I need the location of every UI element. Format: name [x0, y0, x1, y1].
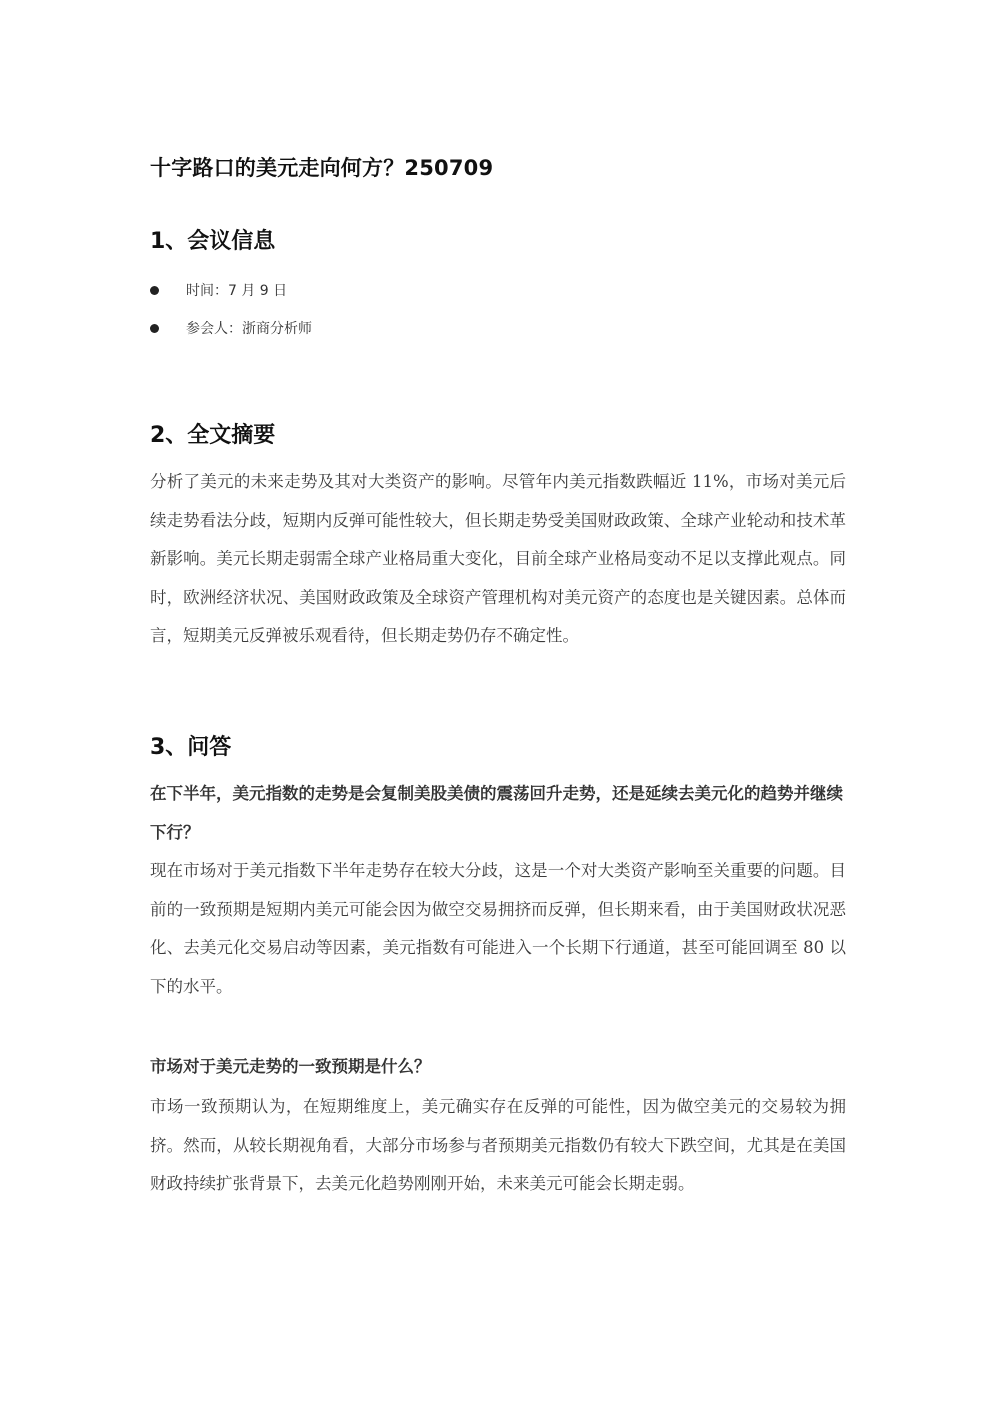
bullet-icon [150, 286, 159, 295]
section-heading-summary: 2、全文摘要 [150, 423, 276, 448]
section-heading-qa: 3、问答 [150, 735, 232, 760]
qa-answer: 市场一致预期认为，在短期维度上，美元确实存在反弹的可能性，因为做空美元的交易较为拥挤。然而，从较长期视角看，大部分市场参与者预期美元指数仍有较大下跌空间，尤其是在美国财政持续扩张背景下，去美元化趋势刚刚开始，未来美元可能会长期走弱。 [150, 1097, 846, 1193]
list-item-text: 参会人：浙商分析师 [186, 321, 312, 337]
qa-answer: 现在市场对于美元指数下半年走势存在较大分歧，这是一个对大类资产影响至关重要的问题。目前的一致预期是短期内美元可能会因为做空交易拥挤而反弹，但长期来看，由于美国财政状况恶化、去美元化交易启动等因素，美元指数有可能进入一个长期下行通道，甚至可能回调至 80 以下的水平。 [150, 861, 846, 996]
qa-question: 市场对于美元走势的一致预期是什么？ [150, 1057, 431, 1076]
qa-question: 在下半年，美元指数的走势是会复制美股美债的震荡回升走势，还是延续去美元化的趋势并继续下行？ [150, 784, 843, 842]
list-item-participants [150, 318, 312, 338]
section-heading-meeting-info: 1、会议信息 [150, 229, 276, 254]
list-item-text: 时间：7 月 9 日 [186, 283, 288, 299]
page-title: 十字路口的美元走向何方？250709 [150, 156, 494, 180]
bullet-icon [150, 324, 159, 333]
list-item-time [150, 280, 287, 300]
summary-paragraph: 分析了美元的未来走势及其对大类资产的影响。尽管年内美元指数跌幅近 11%，市场对美元后续走势看法分歧，短期内反弹可能性较大，但长期走势受美国财政政策、全球产业轮动和技术革新影响。美元长期走弱需全球产业格局重大变化，目前全球产业格局变动不足以支撑此观点。同时，欧洲经济状况、美国财政政策及全球资产管理机构对美元资产的态度也是关键因素。总体而言，短期美元反弹被乐观看待，但长期走势仍存不确定性。 [150, 472, 846, 645]
